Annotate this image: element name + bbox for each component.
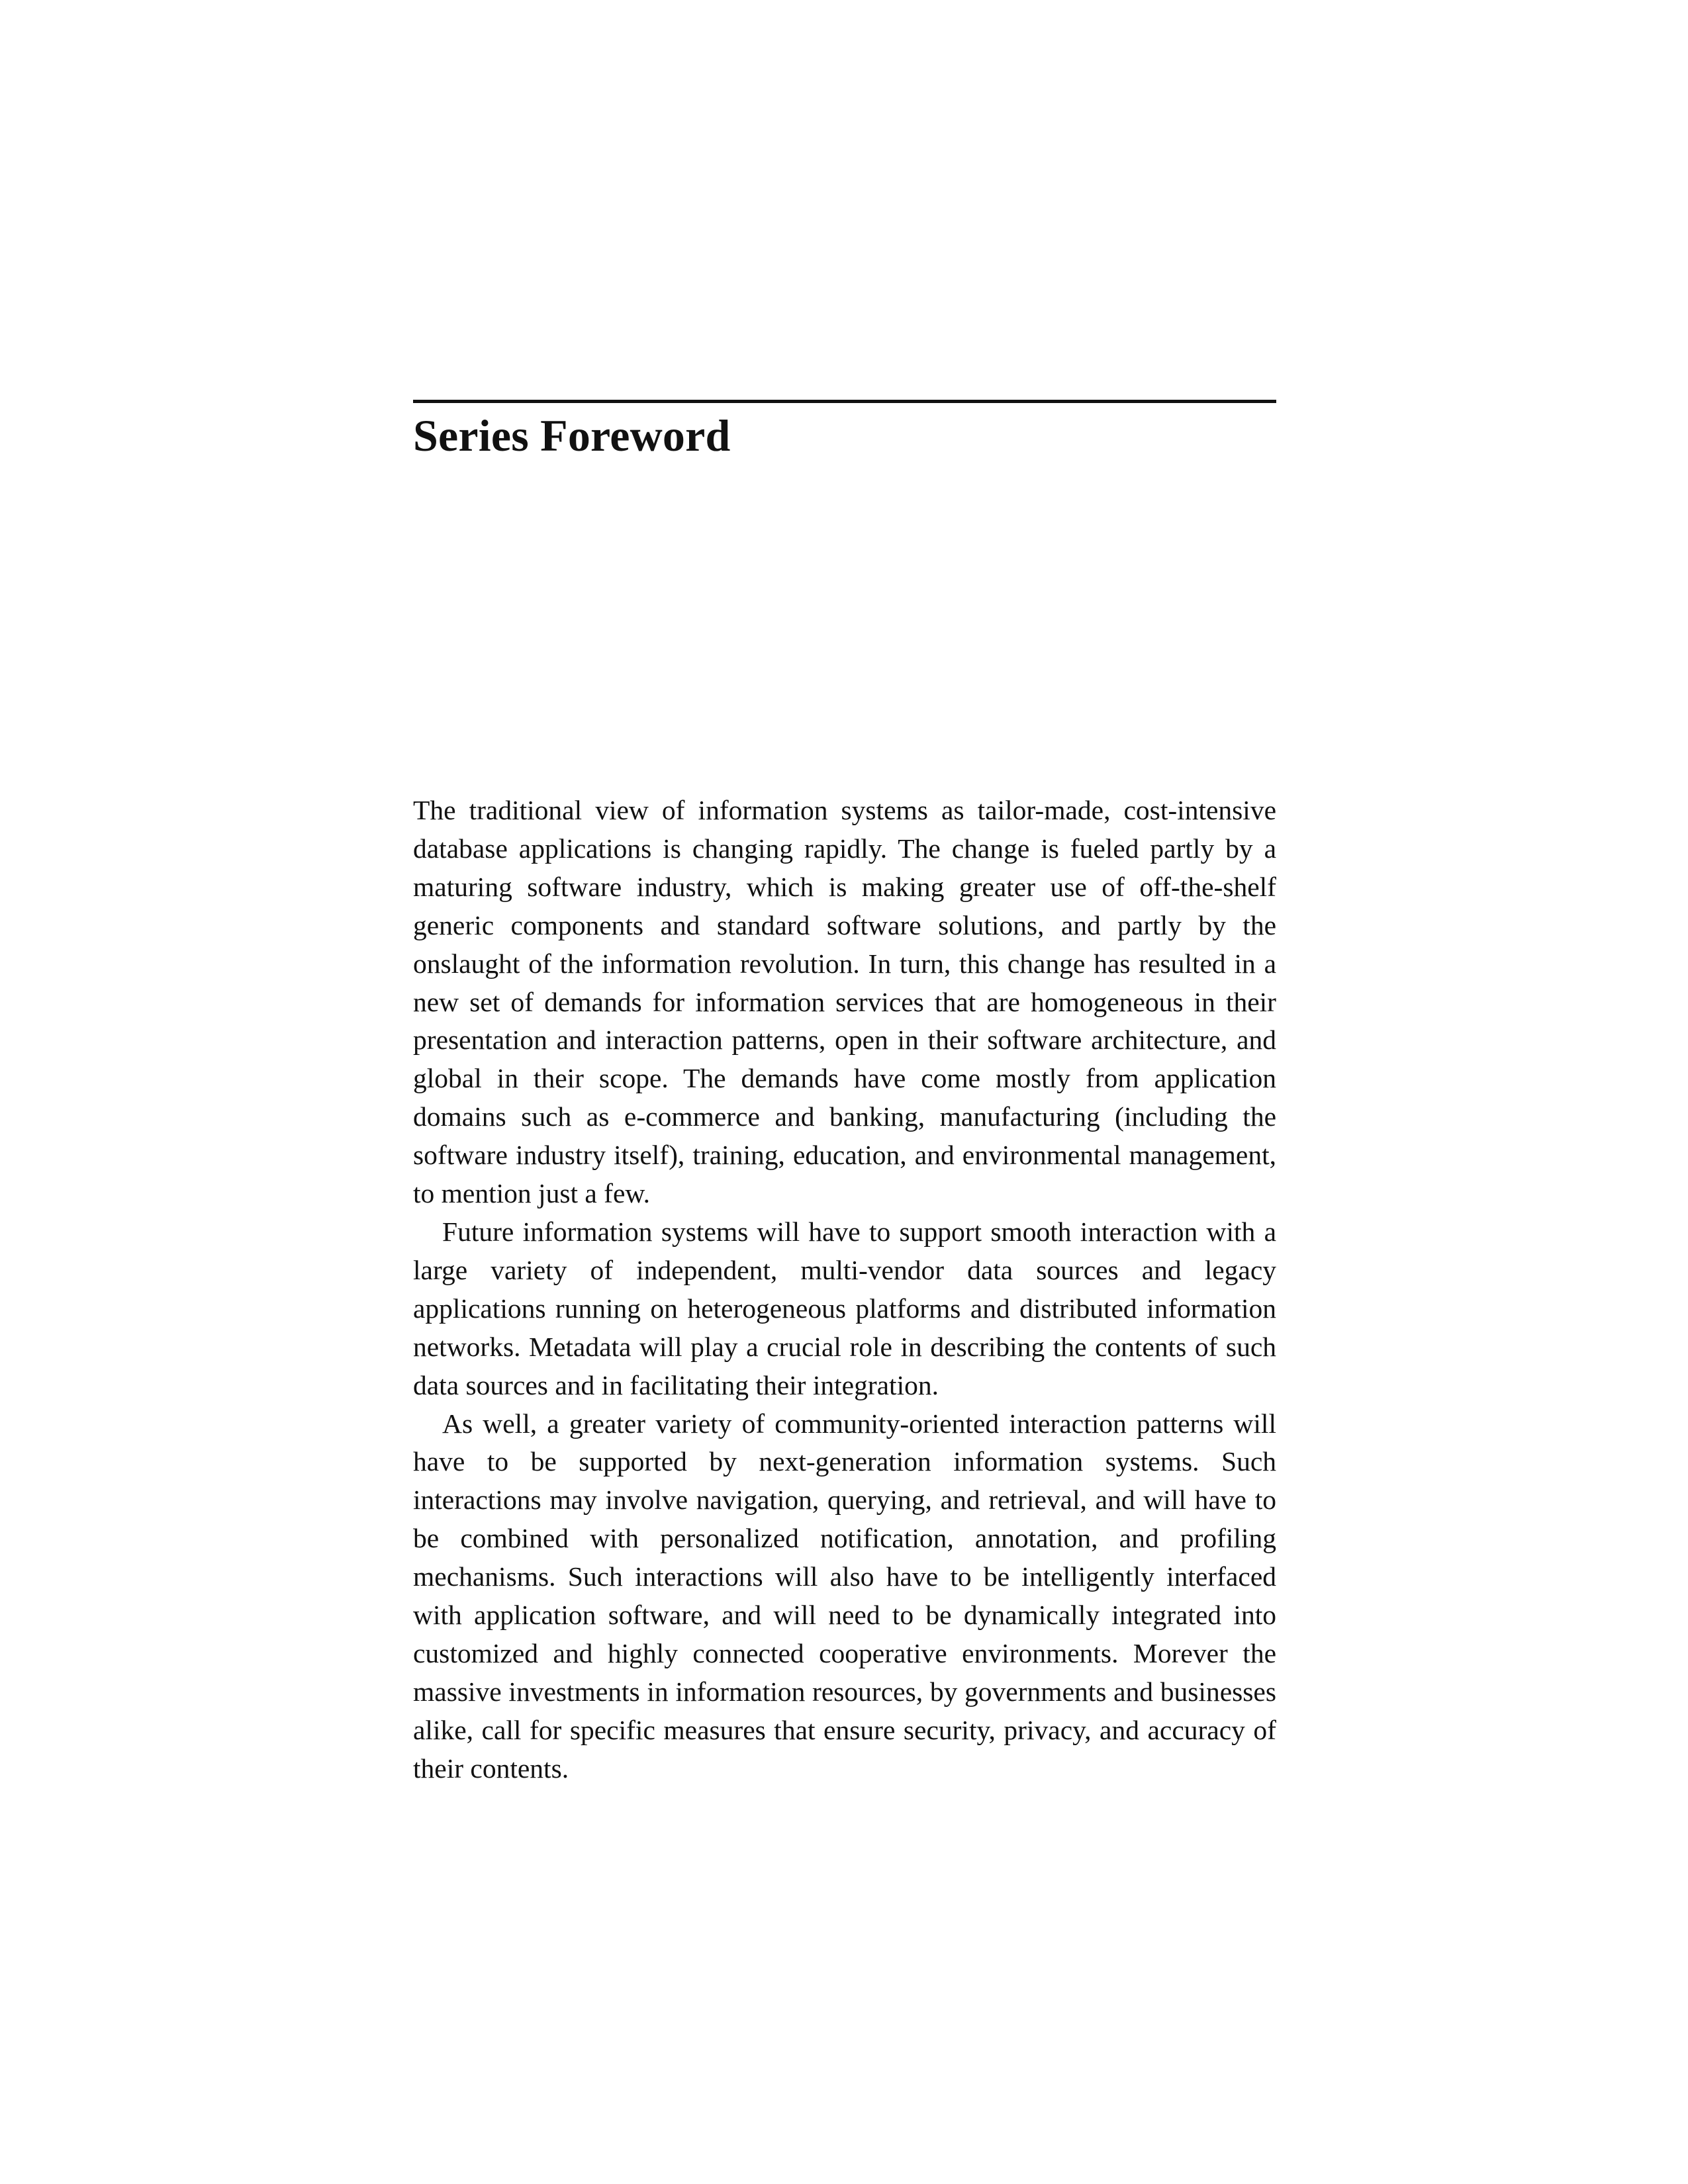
- title-rule: [413, 400, 1276, 403]
- paragraph-3: As well, a greater variety of community-oriented interaction patterns will have to be supported by next-generation information systems. Such interactions may involve navigation, querying, and retrieval, and will have to be combined with personalized notification, annotation, and profiling mechanisms. Such interactions will also have to be intelligently interfaced with application software, and will need to be dynamically integrated into customized and highly connected cooperative environments. Morever the massive investments in information resources, by governments and businesses alike, call for specific measures that ensure security, privacy, and accuracy of their contents.: [413, 1408, 1276, 1784]
- paragraph-1: The traditional view of information systems as tailor-made, cost-intensive database applications is changing rapidly. The change is fueled partly by a maturing software industry, which is making greater use of off-the-shelf generic components and standard software solutions, and partly by the onslaught of the information revolution. In turn, this change has resulted in a new set of demands for information services that are homogeneous in their presentation and interaction patterns, open in their software architecture, and global in their scope. The demands have come mostly from application domains such as e-commerce and banking, manufacturing (including the software industry itself), training, education, and environmental management, to mention just a few.: [413, 795, 1276, 1209]
- page-title: Series Foreword: [413, 410, 731, 461]
- paragraph-2: Future information systems will have to support smooth interaction with a large variety of independent, multi-vendor data sources and legacy applications running on heterogeneous platforms and distributed information networks. Metadata will play a crucial role in describing the contents of such data sources and in facilitating their integration.: [413, 1216, 1276, 1400]
- body-text: [413, 792, 1276, 1788]
